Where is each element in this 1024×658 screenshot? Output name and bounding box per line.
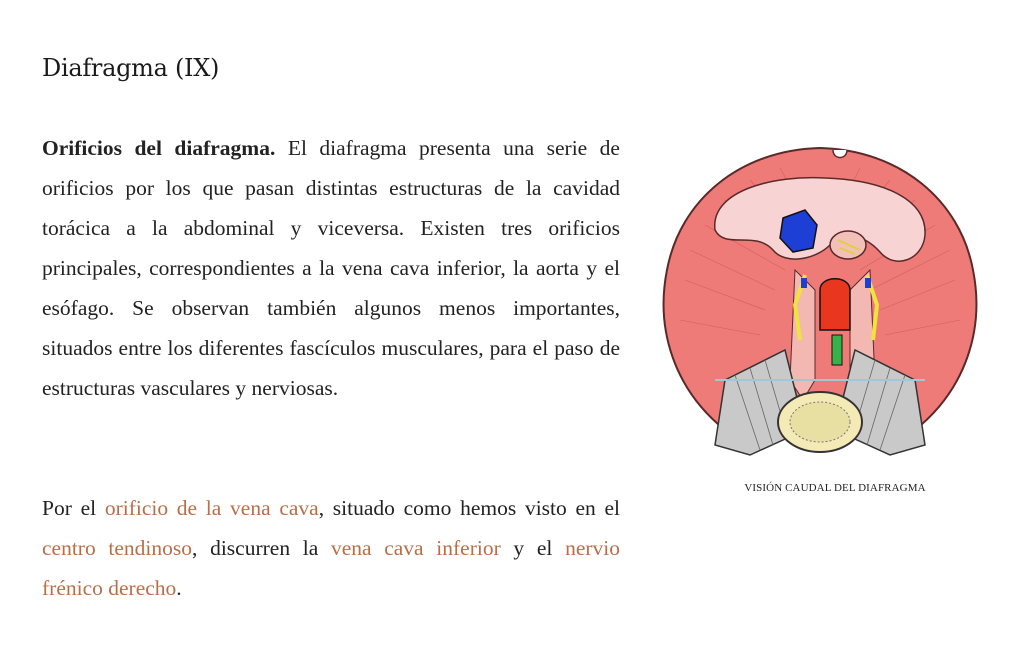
text-segment: . bbox=[176, 576, 182, 600]
page-title: Diafragma (IX) bbox=[42, 54, 220, 82]
link-orificio-vena-cava[interactable]: orificio de la vena cava bbox=[104, 496, 319, 520]
link-nervio-frenico-derecho[interactable]: nervio frénico derecho bbox=[42, 536, 620, 600]
text-segment: , discurren la bbox=[192, 536, 331, 560]
paragraph-text: El diafragma presenta una serie de orificios por los que pasan distintas estructuras de la cavidad torácica a la abdominal y viceversa. Existen tres orificios principales, correspondientes a la vena cava inferior, la aorta y el esófago. Se observan también algunos menos importantes, situados entre los diferentes fascículos musculares, para el paso de estructuras vasculares y nerviosas. bbox=[42, 136, 620, 400]
text-segment: y el bbox=[500, 536, 566, 560]
xiphoid-notch bbox=[833, 150, 847, 158]
thoracic-duct bbox=[832, 335, 842, 365]
paragraph-vena-cava bbox=[42, 488, 620, 608]
diaphragm-illustration bbox=[655, 130, 985, 465]
text-segment: , situado como hemos visto en el bbox=[318, 496, 620, 520]
link-vena-cava-inferior[interactable]: vena cava inferior bbox=[330, 536, 501, 560]
paragraph-orificios bbox=[42, 128, 620, 408]
text-segment: Por el bbox=[42, 496, 105, 520]
link-centro-tendinoso[interactable]: centro tendinoso bbox=[42, 536, 193, 560]
paragraph-lead: Orificios del diafragma. bbox=[42, 136, 276, 160]
aorta bbox=[820, 279, 850, 330]
figure-caption: VISIÓN CAUDAL DEL DIAFRAGMA bbox=[744, 482, 926, 494]
